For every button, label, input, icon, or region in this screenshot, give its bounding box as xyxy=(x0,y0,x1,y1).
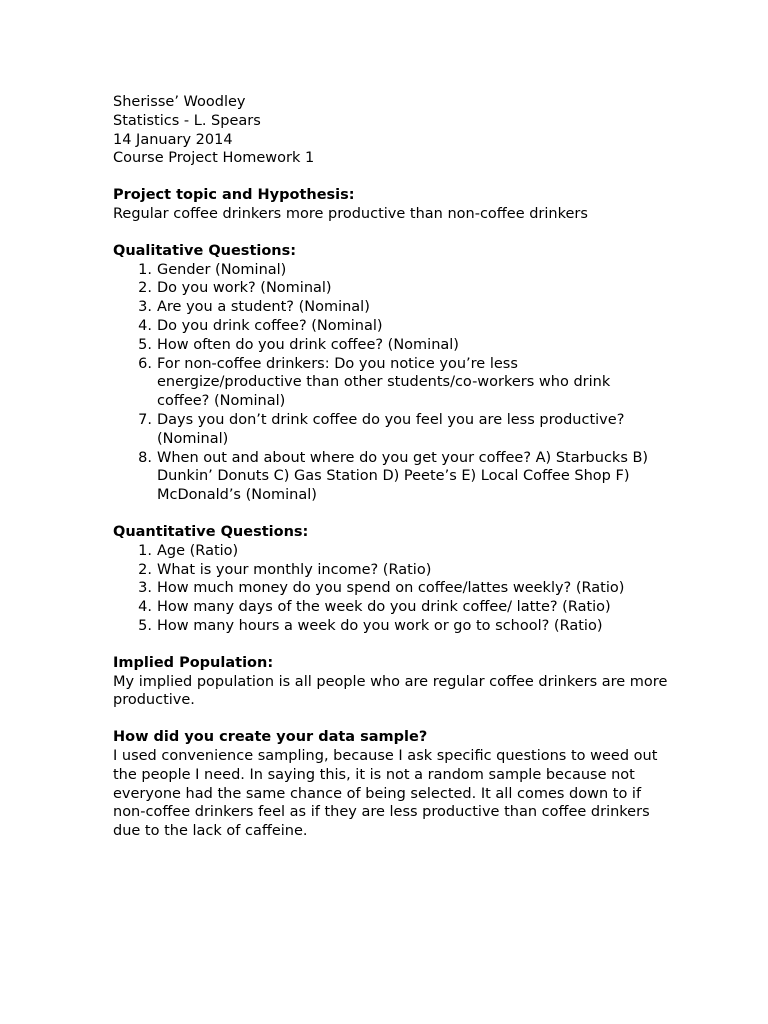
list-text: Age (Ratio) xyxy=(157,542,239,559)
list-number: 5. xyxy=(138,617,152,634)
list-text: How many days of the week do you drink coffee/ latte? (Ratio) xyxy=(157,599,611,616)
list-item xyxy=(113,449,673,505)
list-number: 5. xyxy=(138,336,152,353)
list-item xyxy=(113,355,673,411)
list-number: 8. xyxy=(138,449,152,466)
qualitative-heading: Qualitative Questions: xyxy=(113,242,297,259)
population-section xyxy=(113,654,673,710)
sample-heading: How did you create your data sample? xyxy=(113,729,428,746)
list-text: Gender (Nominal) xyxy=(157,261,287,278)
list-item xyxy=(113,317,673,336)
list-text: How much money do you spend on coffee/lattes weekly? (Ratio) xyxy=(157,580,625,597)
assignment-title: Course Project Homework 1 xyxy=(113,150,315,167)
list-number: 2. xyxy=(138,561,152,578)
list-number: 6. xyxy=(138,355,152,372)
list-text: How often do you drink coffee? (Nominal) xyxy=(157,336,459,353)
list-item xyxy=(113,411,673,449)
list-text: Days you don’t drink coffee do you feel you are less productive? (Nominal) xyxy=(157,411,625,447)
quantitative-list xyxy=(113,542,673,636)
list-item xyxy=(113,298,673,317)
population-heading: Implied Population: xyxy=(113,654,274,671)
list-text: Are you a student? (Nominal) xyxy=(157,299,370,316)
list-text: Do you drink coffee? (Nominal) xyxy=(157,317,383,334)
population-text: My implied population is all people who are regular coffee drinkers are more productive. xyxy=(113,673,668,709)
list-text: Do you work? (Nominal) xyxy=(157,280,332,297)
list-text: For non-coffee drinkers: Do you notice you’re less energize/productive than other students/co-workers who drink coffee? (Nominal) xyxy=(157,355,611,410)
sample-text: I used convenience sampling, because I ask specific questions to weed out the people I need. In saying this, it is not a random sample because not everyone had the same chance of being selected. It all comes down to if non-coffee drinkers feel as if they are less productive than coffee drinkers due to the lack of caffeine. xyxy=(113,747,658,840)
list-number: 1. xyxy=(138,261,152,278)
list-number: 7. xyxy=(138,411,152,428)
hypothesis-text: Regular coffee drinkers more productive than non-coffee drinkers xyxy=(113,205,588,222)
list-number: 1. xyxy=(138,542,152,559)
list-item xyxy=(113,542,673,561)
list-item xyxy=(113,561,673,580)
list-item xyxy=(113,261,673,280)
list-number: 4. xyxy=(138,317,152,334)
list-item xyxy=(113,279,673,298)
list-number: 4. xyxy=(138,599,152,616)
hypothesis-heading: Project topic and Hypothesis: xyxy=(113,187,355,204)
list-number: 3. xyxy=(138,580,152,597)
qualitative-list xyxy=(113,261,673,505)
author-name: Sherisse’ Woodley xyxy=(113,94,246,110)
hypothesis-section xyxy=(113,186,673,224)
sample-section xyxy=(113,728,673,841)
list-number: 2. xyxy=(138,280,152,297)
list-item xyxy=(113,598,673,617)
course-name: Statistics - L. Spears xyxy=(113,112,261,129)
list-item xyxy=(113,617,673,636)
document-page xyxy=(113,93,673,841)
list-item xyxy=(113,336,673,355)
list-number: 3. xyxy=(138,299,152,316)
document-date: 14 January 2014 xyxy=(113,131,233,148)
quantitative-heading: Quantitative Questions: xyxy=(113,523,309,540)
list-text: When out and about where do you get your coffee? A) Starbucks B) Dunkin’ Donuts C) Gas Station D) Peete’s E) Local Coffee Shop F) McDonald’s (Nominal) xyxy=(157,449,649,504)
list-text: How many hours a week do you work or go to school? (Ratio) xyxy=(157,617,603,634)
quantitative-section xyxy=(113,523,673,636)
qualitative-section xyxy=(113,242,673,505)
document-header xyxy=(113,93,673,168)
list-item xyxy=(113,579,673,598)
list-text: What is your monthly income? (Ratio) xyxy=(157,561,432,578)
